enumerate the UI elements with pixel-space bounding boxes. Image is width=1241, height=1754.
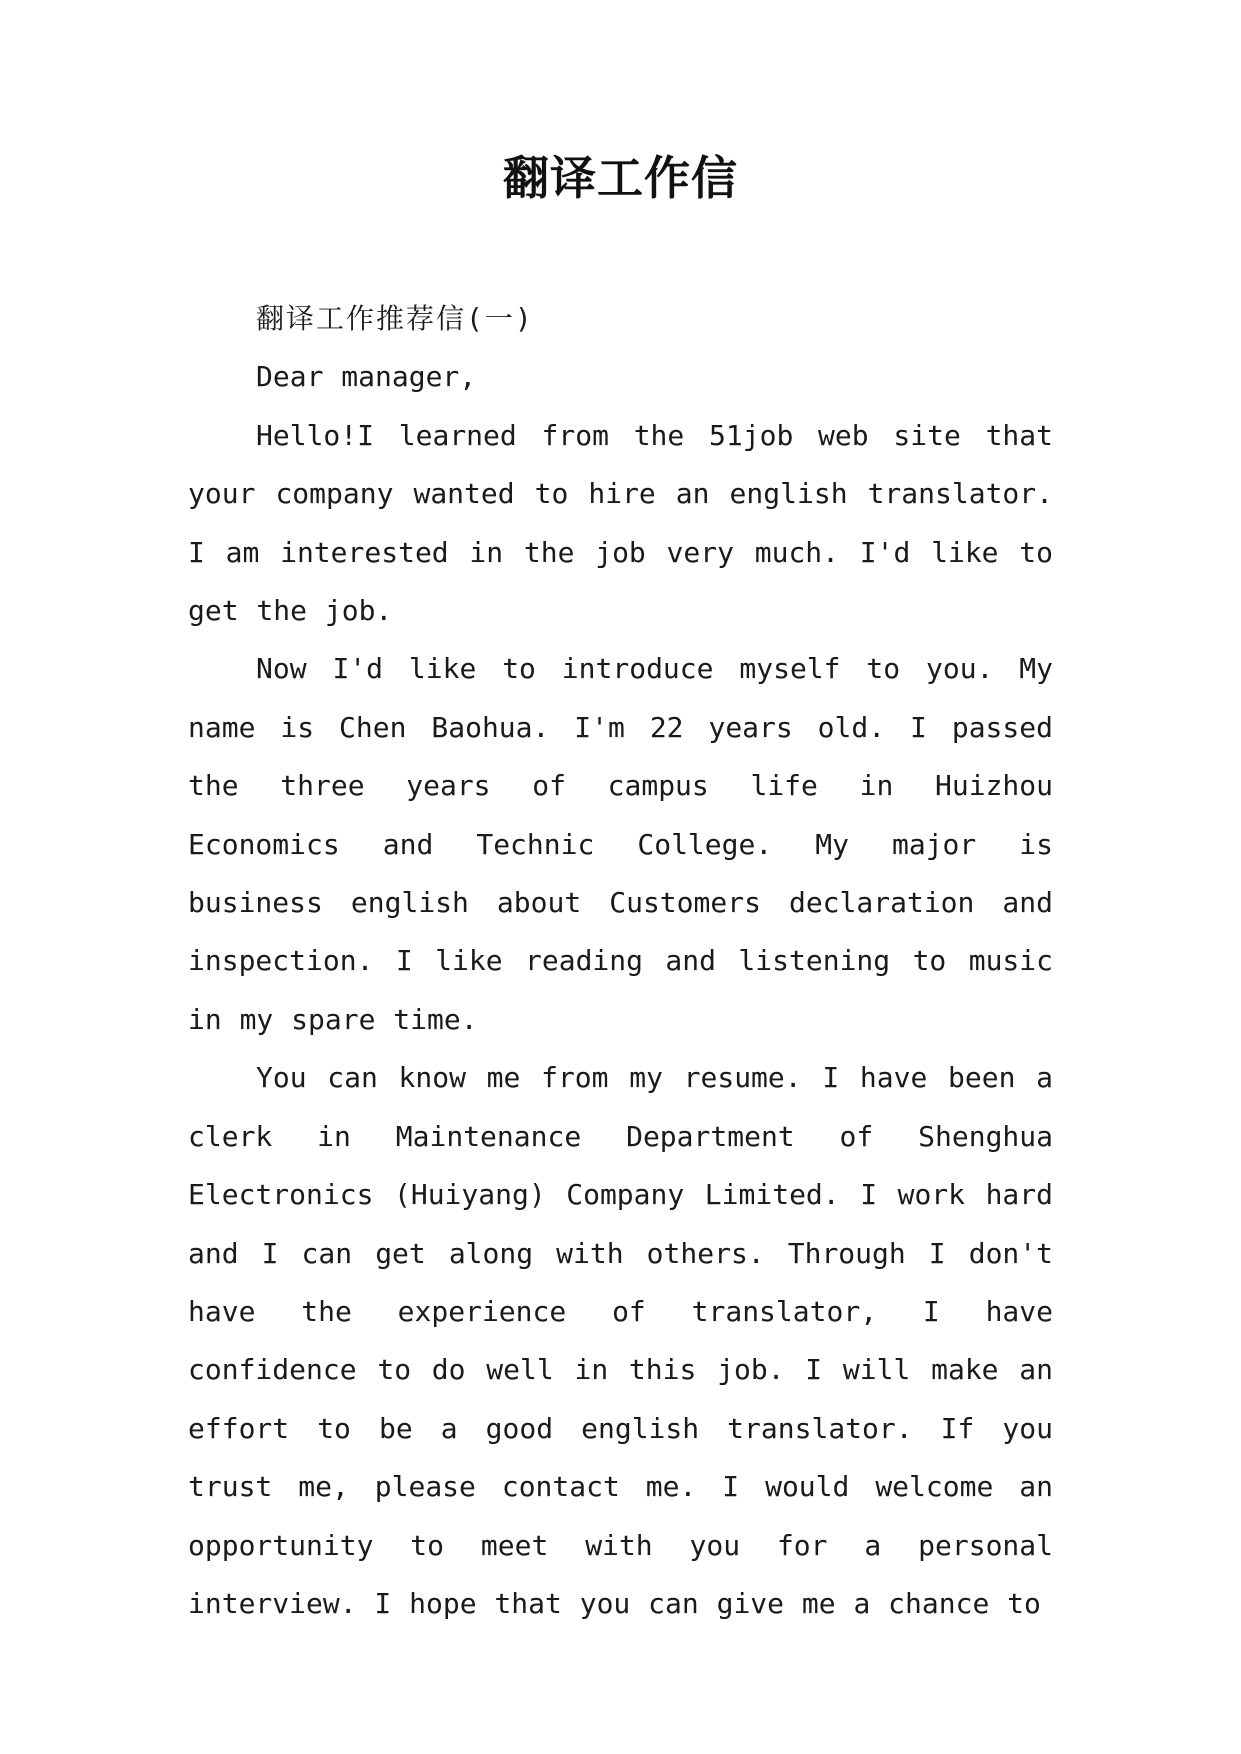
letter-subtitle: 翻译工作推荐信(一) — [256, 302, 534, 335]
letter-body — [188, 290, 1053, 1633]
letter-paragraph-2: Now I'd like to introduce myself to you. My name is Chen Baohua. I'm 22 years old. I passed the three years of campus life in Huizhou Economics and Technic College. My major is business english about Customers declaration and inspection. I like reading and listening to music in my spare time. — [188, 652, 1053, 1036]
letter-salutation: Dear manager, — [256, 360, 477, 394]
letter-paragraph-3: You can know me from my resume. I have been a clerk in Maintenance Department of Shenghua Electronics (Huiyang) Company Limited. I work hard and I can get along with others. Through I don't have the experience of translator, I have confidence to do well in this job. I will make an effort to be a good english translator. If you trust me, please contact me. I would welcome an opportunity to meet with you for a personal interview. I hope that you can give me a chance to — [188, 1061, 1053, 1620]
letter-paragraph-1: Hello!I learned from the 51job web site that your company wanted to hire an english translator. I am interested in the job very much. I'd like to get the job. — [188, 418, 1053, 628]
document-title: 翻译工作信 — [503, 151, 738, 205]
